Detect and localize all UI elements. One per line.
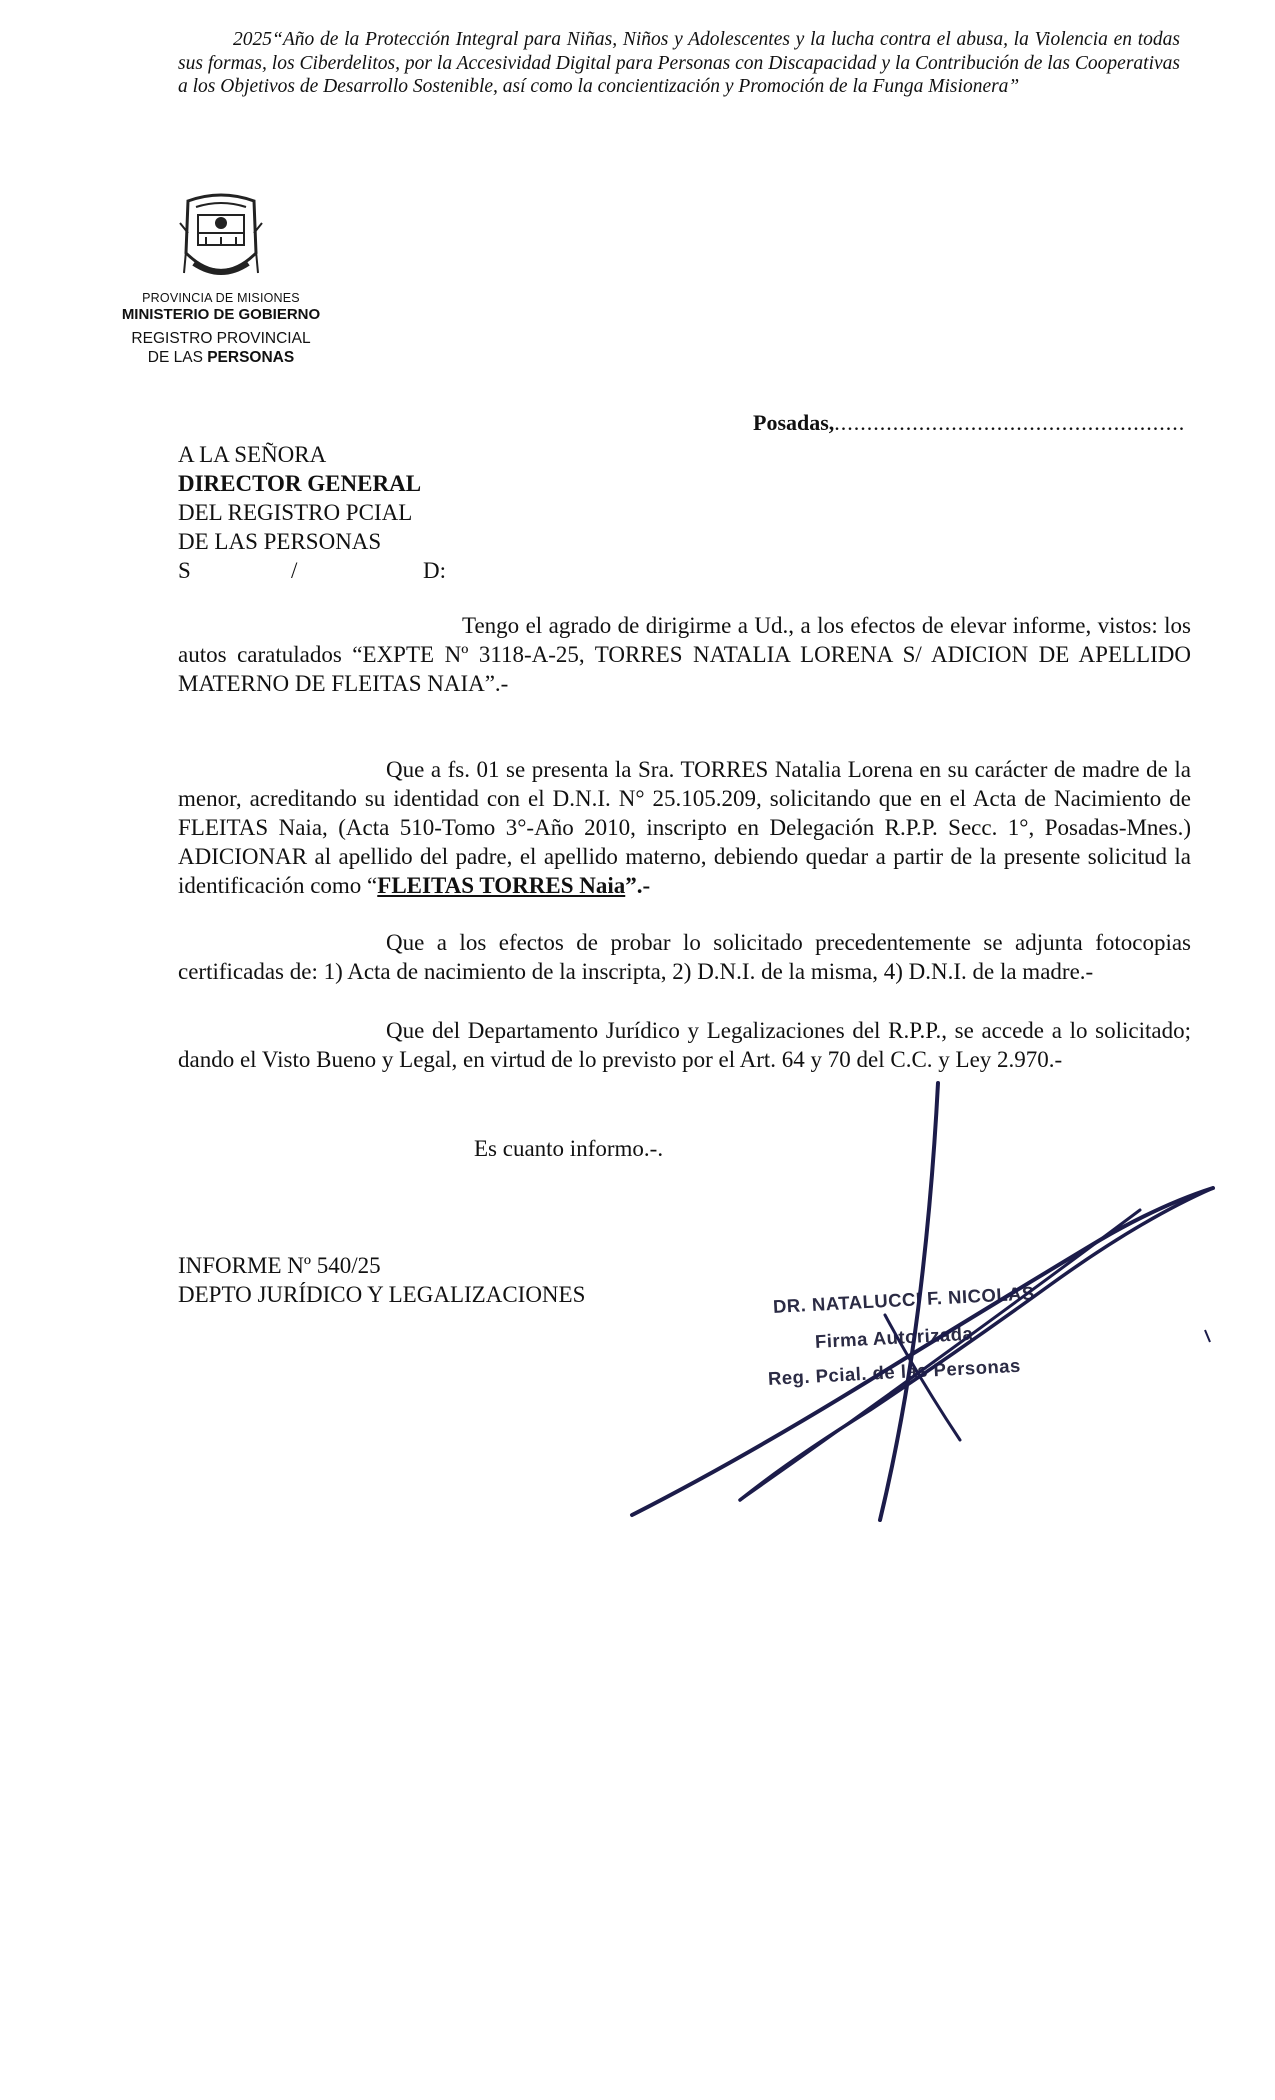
- closing-line: Es cuanto informo.-.: [474, 1136, 664, 1161]
- paragraph-documents: Que a los efectos de probar lo solicitado precedentemente se adjunta fotocopias certificadas de: 1) Acta de nacimiento de la inscripta, 2) D.N.I. de la misma, 4) D.N.I. de la madre.-: [178, 930, 1191, 984]
- logo-registry: REGISTRO PROVINCIAL: [131, 330, 311, 347]
- report-block: [178, 1251, 585, 1309]
- sd-line: S / D:: [178, 558, 446, 583]
- logo-registry-persons: DE LAS PERSONAS: [147, 349, 295, 366]
- paragraph-approval: Que del Departamento Jurídico y Legalizaciones del R.P.P., se accede a lo solicitado; dando el Visto Bueno y Legal, en virtud de lo previsto por el Art. 64 y 70 del C.C. y Ley 2.970.-: [178, 1018, 1191, 1072]
- logo-ministry: MINISTERIO DE GOBIERNO: [121, 306, 321, 323]
- stamp-authorized: Firma Autorizada: [814, 1322, 974, 1352]
- province-seal-icon: [176, 193, 266, 288]
- motto-text: 2025“Año de la Protección Integral para Niñas, Niños y Adolescentes y la lucha contra el abusa, la Violencia en todas sus formas, los Ciberdelitos, por la Accesividad Digital para Personas con Discapacidad y la Contribución de las Cooperativas a los Objetivos de Desarrollo Sostenible, así como la concientización y Promoción de la Funga Misionera”: [178, 29, 1180, 97]
- logo-province: PROVINCIA DE MISIONES: [142, 291, 300, 305]
- report-department: DEPTO JURÍDICO Y LEGALIZACIONES: [178, 1282, 586, 1307]
- paragraph-intro: Tengo el agrado de dirigirme a Ud., a los efectos de elevar informe, vistos: los autos caratulados “EXPTE Nº 3118-A-25, TORRES NATALIA LORENA S/ ADICION DE APELLIDO MATERNO DE FLEITAS NAIA”.-: [178, 613, 1191, 696]
- paragraph-request: Que a fs. 01 se presenta la Sra. TORRES Natalia Lorena en su carácter de madre de la menor, acreditando su identidad con el D.N.I. N° 25.105.209, solicitando que en el Acta de Nacimiento de FLEITAS Naia, (Acta 510-Tomo 3°-Año 2010, inscripto en Delegación R.P.P. Secc. 1°, Posadas-Mnes.) ADICIONAR al apellido del padre, el apellido materno, debiendo quedar a partir de la presente solicitud la identificación como “FLEITAS TORRES Naia”.-: [178, 757, 1191, 898]
- header-motto: [178, 28, 1180, 99]
- addressee-block: A LA SEÑORA DIRECTOR GENERAL DEL REGISTRO PCIAL DE LAS PERSONAS S / D:: [178, 442, 446, 583]
- institution-logo: [90, 193, 352, 367]
- handwritten-signature: [620, 1080, 1240, 1540]
- place-date-line: Posadas,......................................................: [753, 410, 1186, 435]
- registered-name: FLEITAS TORRES Naia: [377, 873, 626, 898]
- report-number: INFORME Nº 540/25: [178, 1253, 381, 1278]
- stamp-registry: Reg. Pcial. de las Personas: [767, 1354, 1022, 1389]
- stamp-name: DR. NATALUCCI F. NICOLAS: [772, 1282, 1036, 1317]
